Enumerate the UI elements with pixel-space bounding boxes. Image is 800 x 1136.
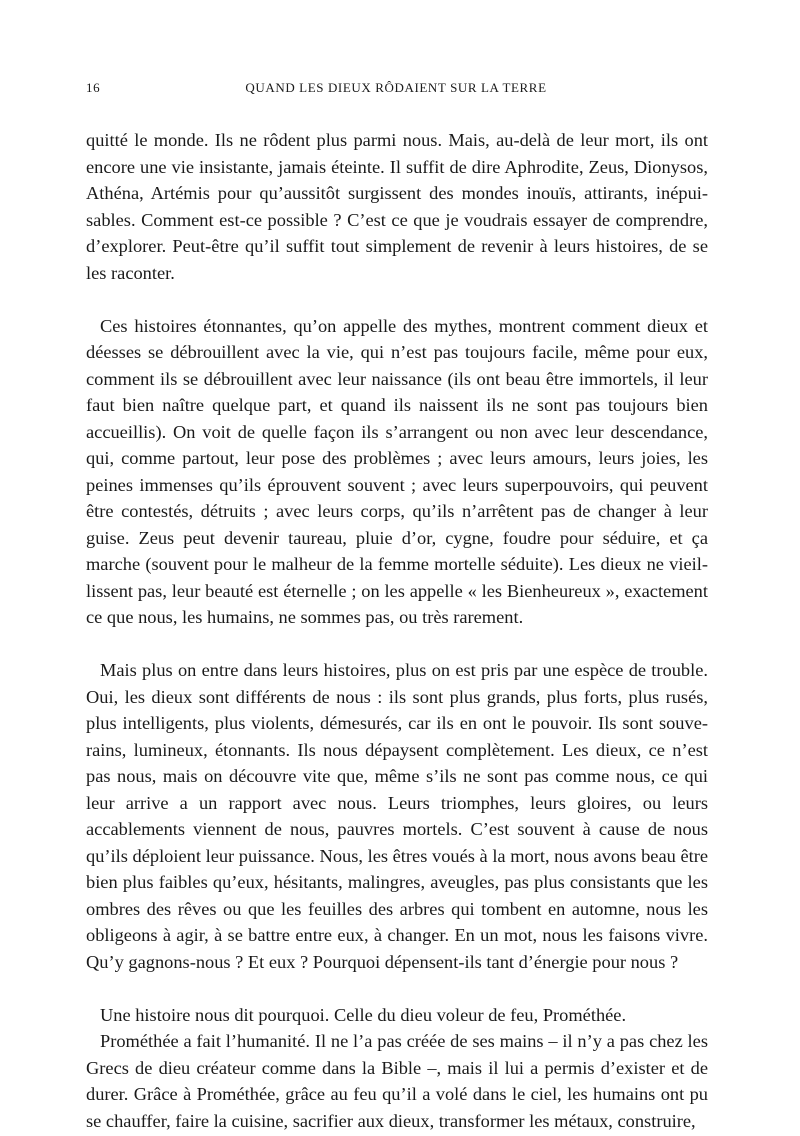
running-head (86, 80, 706, 100)
body-text (86, 127, 708, 1134)
paragraph-continuation: quitté le monde. Ils ne rôdent plus parmi nous. Mais, au-delà de leur mort, ils ont encore une vie insistante, jamais éteinte. Il suffit de dire Aphrodite, Zeus, Dionysos, Athéna, Artémis pour qu’aussitôt surgissent des mondes inouïs, attirants, inépuisables. Comment est-ce possible ? C’est ce que je voudrais essayer de comprendre, d’explorer. Peut-être qu’il suffit tout simplement de revenir à leurs histoires, de se les raconter. (86, 130, 708, 283)
paragraph-trouble: Mais plus on entre dans leurs histoires, plus on est pris par une espèce de trouble. Oui, les dieux sont différents de nous : ils sont plus grands, plus forts, plus rusés, plus intelligents, plus violents, démesurés, car ils en ont le pouvoir. Ils sont souverains, lumineux, étonnants. Ils nous dépaysent complètement. Les dieux, ce n’est pas nous, mais on découvre vite que, même s’ils ne sont pas comme nous, ce qui leur arrive a un rapport avec nous. Leurs triomphes, leurs gloires, ou leurs accablements viennent de nous, pauvres mortels. C’est souvent à cause de nous qu’ils déploient leur puissance. Nous, les êtres voués à la mort, nous avons beau être bien plus faibles qu’eux, hésitants, malingres, aveugles, pas plus consistants que les ombres des rêves ou que les feuilles des arbres qui tombent en automne, nous les obligeons à agir, à se battre entre eux, à changer. En un mot, nous les faisons vivre. Qu’y gagnons-nous ? Et eux ? Pourquoi dépensent-ils tant d’énergie pour nous ? (86, 660, 708, 972)
paragraph-myths: Ces histoires étonnantes, qu’on appelle des mythes, montrent comment dieux et déesses se débrouillent avec la vie, qui n’est pas toujours facile, même pour eux, comment ils se débrouillent avec leur naissance (ils ont beau être immortels, il leur faut bien naître quelque part, et quand ils naissent ils ne sont pas toujours bien accueillis). On voit de quelle façon ils s’arrangent ou non avec leur descendance, qui, comme partout, leur pose des problèmes ; avec leurs amours, leurs joies, les peines immenses qu’ils éprouvent souvent ; avec leurs superpouvoirs, qui peuvent être contestés, détruits ; avec leurs corps, qu’ils n’arrêtent pas de changer à leur guise. Zeus peut devenir taureau, pluie d’or, cygne, foudre pour séduire, et ça marche (souvent pour le malheur de la femme mortelle séduite). Les dieux ne vieillissent pas, leur beauté est éternelle ; on les appelle « les Bienheureux », exactement ce que nous, les humains, ne sommes pas, ou très rarement. (86, 315, 708, 627)
running-title: QUAND LES DIEUX RÔDAIENT SUR LA TERRE (245, 80, 547, 95)
page-number: 16 (86, 80, 101, 95)
paragraph-promethee-intro: Une histoire nous dit pourquoi. Celle du dieu voleur de feu, Prométhée. (100, 1004, 627, 1025)
paragraph-promethee: Prométhée a fait l’humanité. Il ne l’a pas créée de ses mains – il n’y a pas chez les Grecs de dieu créateur comme dans la Bible –, mais il lui a permis d’exister et de durer. Grâce à Prométhée, grâce au feu qu’il a volé dans le ciel, les humains ont pu se chauffer, faire la cuisine, sacrifier aux dieux, transformer les métaux, construire, (86, 1031, 708, 1131)
